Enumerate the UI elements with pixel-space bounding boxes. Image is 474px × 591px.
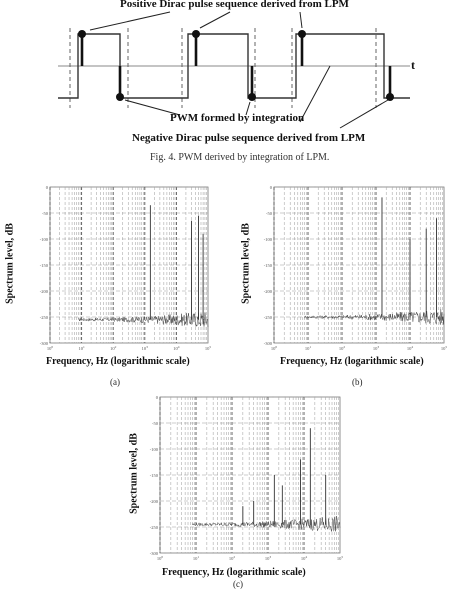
y-tick-label: 0: [45, 185, 48, 190]
y-tick-label: -100: [149, 447, 158, 452]
y-tick-label: -150: [39, 263, 48, 268]
x-tick-label: $10^1$: [78, 345, 85, 351]
sublabel-b: (b): [352, 377, 363, 387]
ylabel-a: Spectrum level, dB: [4, 223, 16, 304]
positive-pulse-label: Positive Dirac pulse sequence derived from LPM: [120, 0, 349, 10]
y-tick-label: -50: [152, 421, 158, 426]
y-tick-label: -50: [266, 211, 272, 216]
y-tick-label: 0: [269, 185, 272, 190]
y-tick-label: -300: [149, 551, 158, 556]
x-tick-label: $10^5$: [336, 555, 344, 561]
y-tick-label: -100: [39, 237, 48, 242]
xlabel-b: Frequency, Hz (logarithmic scale): [280, 356, 424, 367]
y-tick-label: -200: [39, 289, 48, 294]
negative-pulse-label: Negative Dirac pulse sequence derived from LPM: [132, 132, 366, 144]
spectrum-plot-c: [146, 393, 346, 563]
x-tick-label: $10^2$: [110, 345, 117, 351]
y-tick-label: -150: [149, 473, 158, 478]
x-tick-label: $10^5$: [204, 345, 212, 351]
ylabel-c: Spectrum level, dB: [128, 433, 140, 514]
ylabel-b: Spectrum level, dB: [240, 223, 252, 304]
time-axis-label: t: [411, 58, 415, 72]
xlabel-a: Frequency, Hz (logarithmic scale): [46, 356, 190, 367]
xlabel-c: Frequency, Hz (logarithmic scale): [162, 567, 306, 578]
y-tick-label: -200: [149, 499, 158, 504]
x-tick-label: $10^0$: [270, 345, 278, 351]
annotation-arrows: [90, 12, 388, 128]
spectrum-plot-b: [260, 183, 450, 353]
y-tick-label: 0: [155, 395, 158, 400]
x-tick-label: $10^0$: [156, 555, 164, 561]
y-tick-label: -300: [263, 341, 272, 346]
x-tick-label: $10^5$: [440, 345, 448, 351]
x-tick-label: $10^1$: [304, 345, 312, 351]
x-tick-label: $10^2$: [228, 555, 236, 561]
y-tick-label: -150: [263, 263, 272, 268]
y-tick-label: -250: [263, 315, 272, 320]
x-tick-label: $10^4$: [173, 345, 180, 351]
y-tick-label: -300: [39, 341, 48, 346]
y-tick-label: -250: [149, 525, 158, 530]
x-tick-label: $10^1$: [192, 555, 200, 561]
y-tick-label: -50: [42, 211, 48, 216]
dashed-guides: [70, 28, 376, 108]
y-tick-label: -200: [263, 289, 272, 294]
x-tick-label: $10^4$: [406, 345, 414, 351]
x-tick-label: $10^0$: [46, 345, 54, 351]
figure-4-caption: Fig. 4. PWM derived by integration of LPM.: [150, 152, 330, 163]
x-tick-label: $10^4$: [300, 555, 308, 561]
x-tick-label: $10^3$: [264, 555, 272, 561]
sublabel-c: (c): [233, 579, 243, 589]
spectrum-plot-a: [36, 183, 214, 353]
x-tick-label: $10^3$: [372, 345, 380, 351]
x-tick-label: $10^2$: [338, 345, 346, 351]
x-tick-label: $10^3$: [141, 345, 148, 351]
y-tick-label: -100: [263, 237, 272, 242]
sublabel-a: (a): [110, 377, 120, 387]
pwm-label: PWM formed by integration: [170, 112, 305, 124]
y-tick-label: -250: [39, 315, 48, 320]
